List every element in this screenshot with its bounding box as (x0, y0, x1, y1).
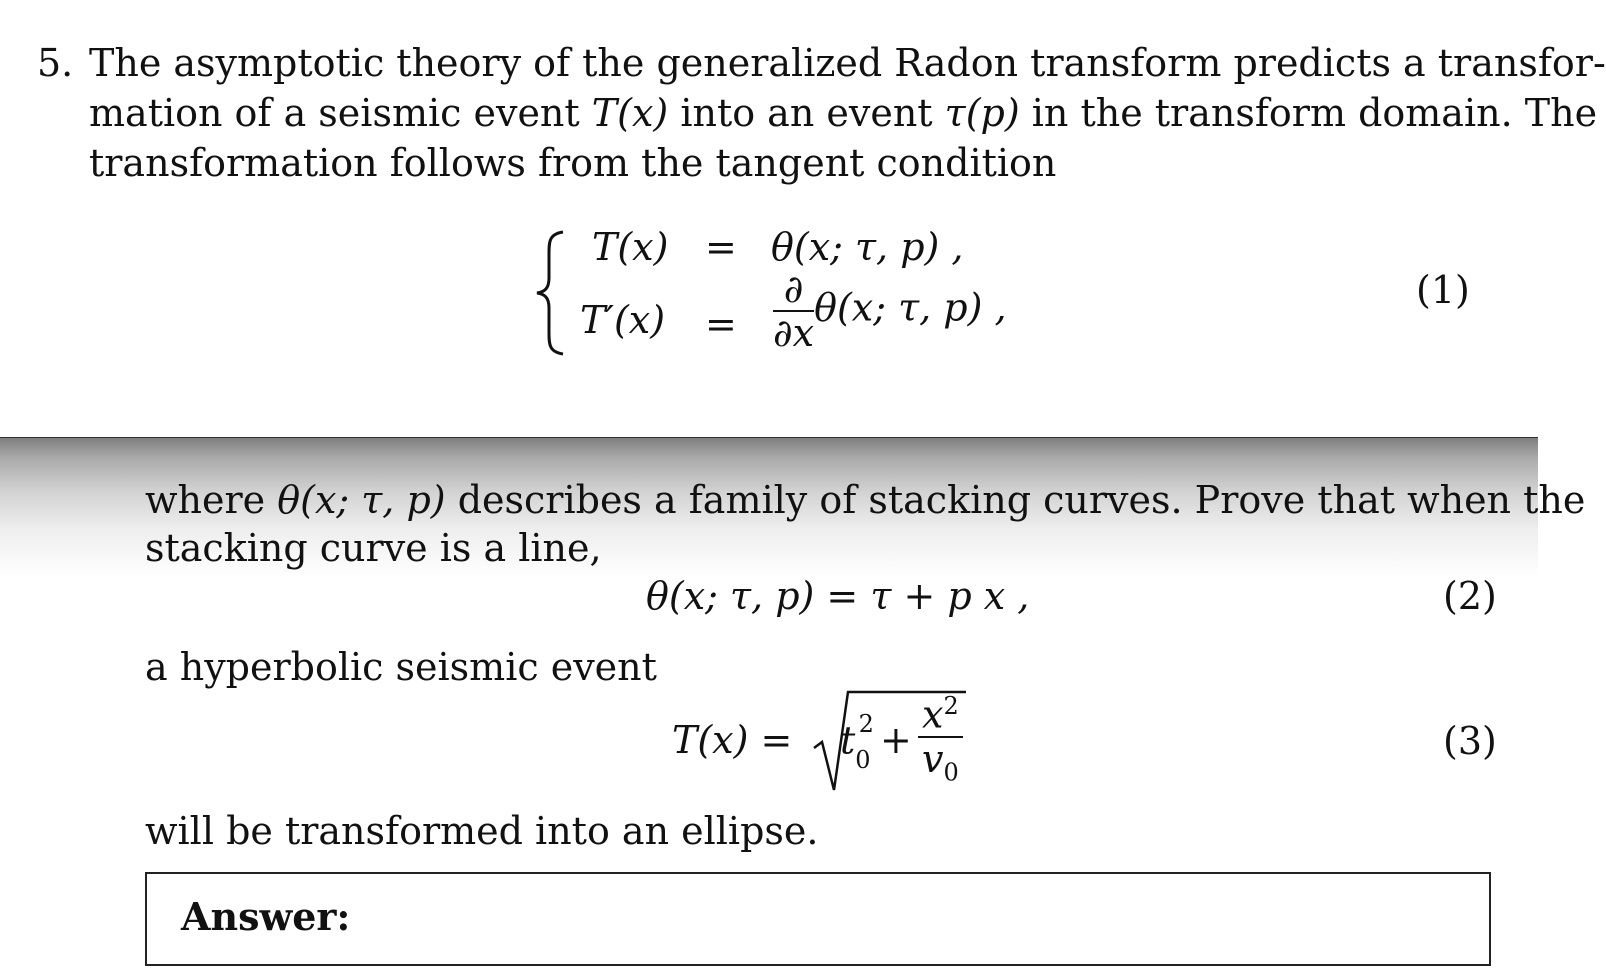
where-line-1: where θ(x; τ, p) describes a family of stacking curves. Prove that when the (145, 478, 1586, 522)
eq1-row1-equals: = (705, 225, 737, 269)
conclusion-text: will be transformed into an ellipse. (145, 809, 819, 853)
inline-theta: θ(x; τ, p) (277, 478, 446, 522)
eq3-lhs: T(x) = (672, 718, 793, 762)
intro-line-2-a: mation of a seismic event (89, 91, 580, 135)
where-line-2: stacking curve is a line, (145, 526, 602, 570)
problem-number: 5. (37, 41, 74, 85)
inline-tau-of-p: τ(p) (944, 91, 1020, 135)
eq1-row1-rhs: θ(x; τ, p) , (771, 225, 964, 269)
eq3-plus: + (880, 718, 912, 762)
eq1-row2-derivative (773, 267, 1007, 355)
intro-line-1: The asymptotic theory of the generalized Radon transform predicts a transfor- (89, 41, 1606, 85)
intro-line-2 (89, 88, 1598, 138)
answer-label: Answer: (181, 894, 351, 939)
inline-T-of-x: T(x) (591, 91, 669, 135)
eq1-row2-lhs: T′(x) (580, 298, 666, 342)
eq3-fraction: $\frac{x^2}{v_0}$ (918, 694, 963, 784)
answer-box[interactable] (145, 872, 1491, 966)
eq1-row2-equals: = (705, 302, 737, 346)
eq1-row2-rhs: θ(x; τ, p) , (814, 285, 1007, 330)
equation-number-3: (3) (1443, 719, 1497, 763)
intro-line-2-b: into an event (680, 91, 933, 135)
intro-line-2-c: in the transform domain. The (1031, 91, 1598, 135)
intro-line-3: transformation follows from the tangent condition (89, 141, 1057, 185)
equation-number-1: (1) (1416, 268, 1470, 312)
eq3-t0-squared: $t_0^2$ (840, 710, 874, 775)
hyperbolic-text: a hyperbolic seismic event (145, 645, 657, 689)
left-brace-icon (533, 228, 567, 358)
equation-number-2: (2) (1443, 574, 1497, 618)
upper-page-region (0, 0, 1606, 438)
partial-fraction: $\frac{\partial}{\partial x}$ (773, 267, 815, 355)
eq1-row1-lhs: T(x) (592, 225, 669, 269)
equation-2: θ(x; τ, p) = τ + p x , (646, 574, 1030, 618)
